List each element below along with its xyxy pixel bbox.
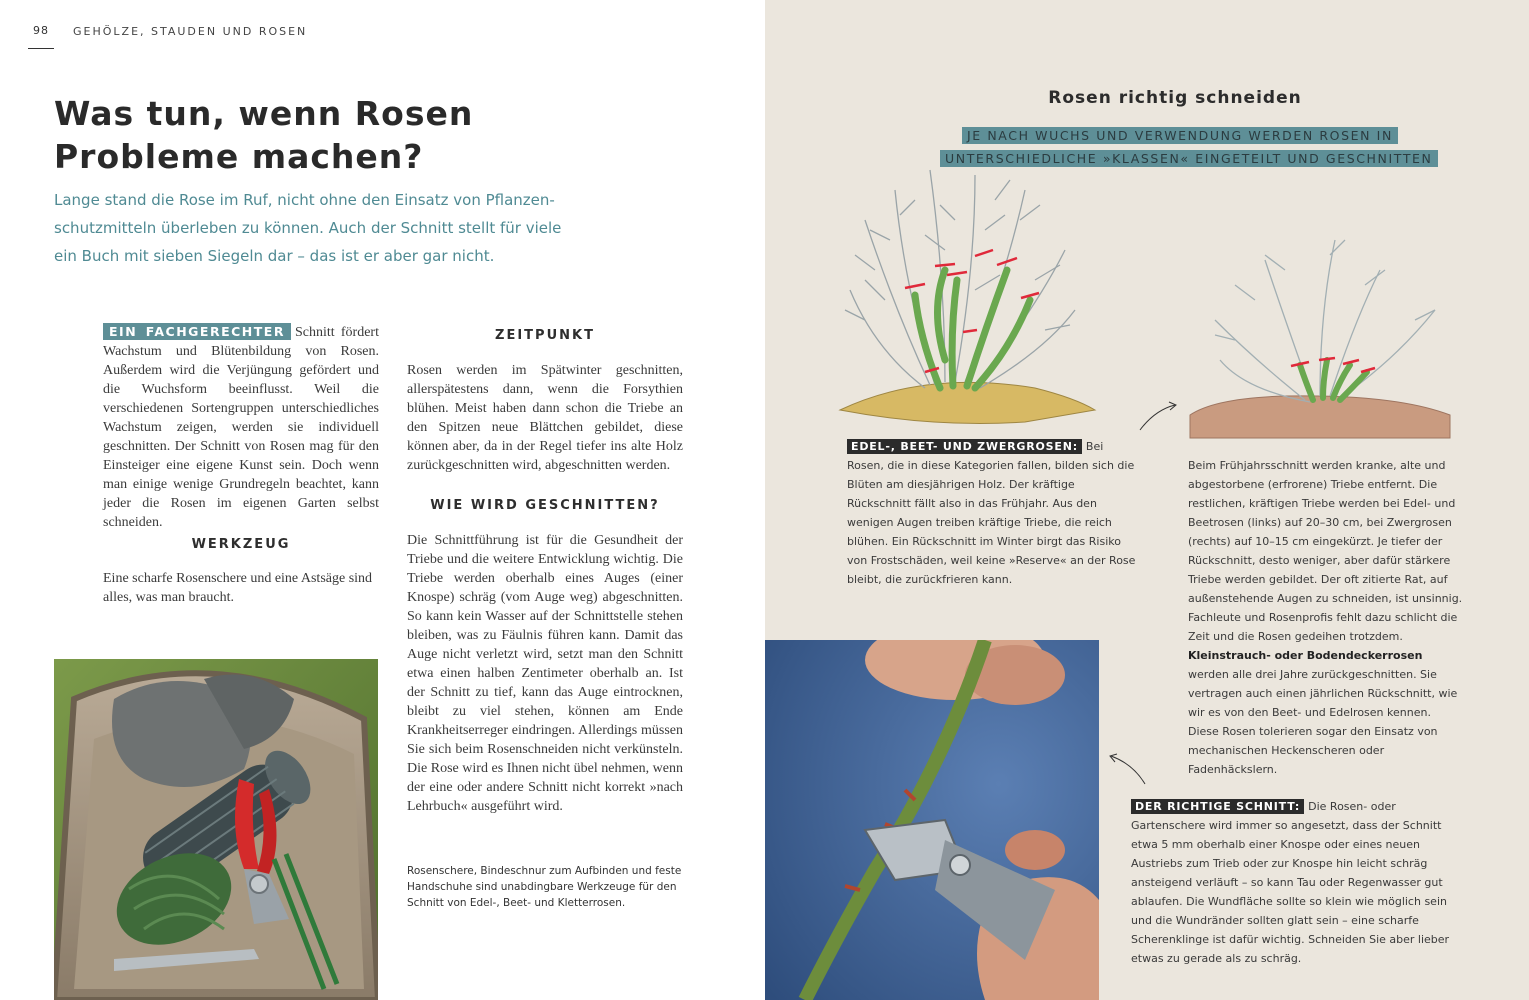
running-header: GEHÖLZE, STAUDEN UND ROSEN bbox=[73, 25, 308, 38]
correct-cut-paragraph bbox=[1131, 797, 1461, 968]
lead-badge: EIN FACHGERECHTER bbox=[103, 323, 291, 340]
garden-tools-photo bbox=[54, 659, 378, 1000]
edel-text: Bei Rosen, die in diese Kategorien fallen, bilden sich die Blüten am diesjährigen Holz. Der kräftige Rückschnitt fällt also in das Frühjahr. Aus den wenigen Augen treiben kräftige Triebe, die reich blühen. Ein Rückschnitt im Winter birgt das Risiko von Frostschäden, weil keine »Reserve« an der Rose bleibt, die zurückfrieren kann. bbox=[847, 440, 1136, 586]
cutting-stem-photo bbox=[765, 640, 1099, 1000]
lead-text: Schnitt fördert Wachstum und Blütenbildung von Rosen. Außerdem wird die Verjüngung gefördert und die Wuchsform beeinflusst. Weil die verschiedenen Sortengruppen unterschiedliches Wachstum zeigen, werden sie individuell geschnitten. Der Schnitt von Rosen mag für den Einsteiger eine eigene Kunst sein. Doch wenn man einige wenige Grundregeln beachtet, kann jeder die Rosen im eigenen Garten selbst schneiden. bbox=[103, 325, 379, 530]
intro-line: Lange stand die Rose im Ruf, nicht ohne den Einsatz von Pflanzen- bbox=[54, 191, 555, 209]
cut-text: Die Rosen- oder Gartenschere wird immer so angesetzt, dass der Schnitt etwa 5 mm oberhalb einer Knospe oder eines neuen Austriebs zum Trieb oder zur Knospe hin leicht schräg ansteigend verläuft – so kann Tau oder Regenwasser gut ablaufen. Die Wundfläche sollte so klein wie möglich sein und die Wundränder sollten glatt sein – eine scharfe Scherenklinge ist dafür wichtig. Schneiden Sie aber lieber etwas zu gerade als zu schräg. bbox=[1131, 800, 1450, 965]
spring-text: Beim Frühjahrsschnitt werden kranke, alte und abgestorbene (erfrorene) Triebe entfernt. Die restlichen, kräftigen Triebe werden bei Edel- und Beetrosen (links) auf 20–30 cm, bei Zwergrosen (rechts) auf 10–15 cm eingekürzt. Je tiefer der Rückschnitt, desto weniger, aber dafür stärkere Triebe werden gebildet. Der oft zitierte Rat, auf außenstehende Augen zu schneiden, ist unsinnig. Fachleute und Rosenprofis fehlt dazu schlicht die Zeit und die Rosen gedeihen trotzdem. bbox=[1188, 459, 1463, 643]
article-title-line1: Was tun, wenn Rosen bbox=[54, 94, 474, 133]
photo-caption: Rosenschere, Bindeschnur zum Aufbinden und feste Handschuhe sind unabdingbare Werkzeuge für den Schnitt von Edel-, Beet- und Kletterrosen. bbox=[407, 865, 682, 909]
how-heading: WIE WIRD GESCHNITTEN? bbox=[430, 498, 660, 513]
intro-line: schutzmitteln überleben zu können. Auch der Schnitt stellt für viele bbox=[54, 219, 562, 237]
pointer-arrow-icon bbox=[1105, 750, 1150, 788]
cut-badge: DER RICHTIGE SCHNITT: bbox=[1131, 799, 1304, 814]
cutting-stem-illustration bbox=[765, 640, 1099, 1000]
page-number: 98 bbox=[28, 24, 54, 49]
tools-text: Eine scharfe Rosenschere und eine Astsäge sind alles, was man braucht. bbox=[103, 571, 373, 605]
article-title-line2: Probleme machen? bbox=[54, 137, 424, 176]
subtitle-highlight: UNTERSCHIEDLICHE »KLASSEN« EINGETEILT UND GESCHNITTEN bbox=[940, 150, 1438, 167]
sidebar-title: Rosen richtig schneiden bbox=[1048, 88, 1302, 108]
timing-heading: ZEITPUNKT bbox=[495, 328, 595, 343]
article-title bbox=[54, 92, 554, 178]
tools-heading: WERKZEUG bbox=[191, 537, 291, 552]
rose-pruning-illustration bbox=[835, 160, 1475, 450]
garden-tools-illustration bbox=[54, 659, 378, 1000]
how-text: Die Schnittführung ist für die Gesundheit der Triebe und die weitere Entwicklung wichtig. Die Triebe werden oberhalb eines Auges (einer Knospe) schräg (vom Auge weg) abgeschnitten. So kann kein Wasser auf der Schnittstelle stehen bleiben, was zu Fäulnis führen kann. Damit das Auge nicht verletzt wird, setzt man den Schnitt etwa einen halben Zentimeter oberhalb an. Ist der Schnitt zu tief, kann das Auge eintrocknen, bleibt zu viel stehen, können am Ende Krankheitserreger eindringen. Allerdings müssen Sie sich beim Rosenschneiden nicht verkünsteln. Die Rose wird es Ihnen nicht übel nehmen, wenn der eine oder andere Schnitt nicht korrekt »nach Lehrbuch« ausgeführt wird. bbox=[407, 533, 683, 814]
intro-line: ein Buch mit sieben Siegeln dar – das ist er aber gar nicht. bbox=[54, 247, 495, 265]
small-roses-text: werden alle drei Jahre zurückgeschnitten. Sie vertragen auch einen jährlichen Rückschnitt, wie wir es von den Beet- und Edelrosen kennen. Diese Rosen tolerieren sogar den Einsatz von mechanischen Heckenscheren oder Fadenhäckslern. bbox=[1188, 668, 1458, 776]
timing-text: Rosen werden im Spätwinter geschnitten, allerspätestens dann, wenn die Forsythien blühen. Meist haben dann schon die Triebe an den Spitzen neue Blättchen gebildet, diese können aber, da in der Regel tiefer ins alte Holz zurückgeschnitten wird, abgeschnitten werden. bbox=[407, 363, 683, 473]
spring-pruning-paragraph bbox=[1188, 456, 1463, 779]
lead-paragraph bbox=[103, 322, 379, 532]
intro-paragraph bbox=[54, 186, 584, 270]
edel-badge: EDEL-, BEET- UND ZWERGROSEN: bbox=[847, 439, 1082, 454]
edel-rosen-paragraph bbox=[847, 437, 1137, 589]
sidebar-subtitle-line1 bbox=[962, 125, 1398, 144]
small-roses-bold: Kleinstrauch- oder Bodendeckerrosen bbox=[1188, 649, 1423, 662]
subtitle-highlight: JE NACH WUCHS UND VERWENDUNG WERDEN ROSEN IN bbox=[962, 127, 1398, 144]
